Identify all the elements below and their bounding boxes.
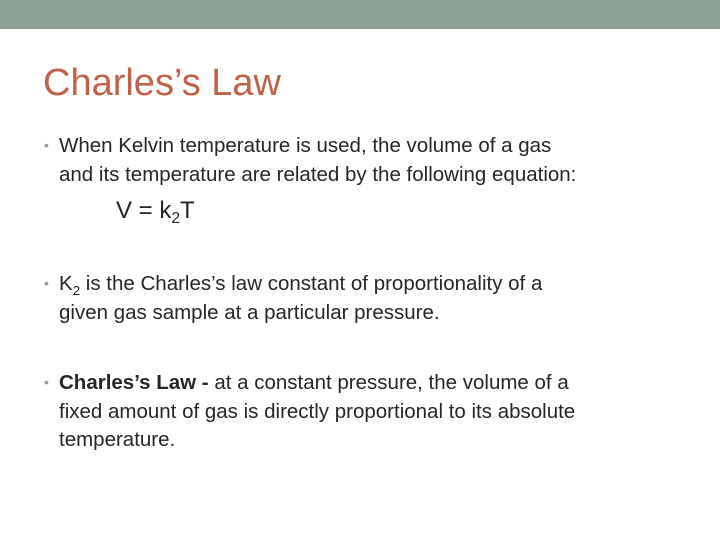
constant-subscript: 2 (72, 283, 81, 298)
bullet-icon: • (44, 275, 49, 291)
bullet-text: at a constant pressure, the volume of a (214, 371, 569, 394)
bullet-text: When Kelvin temperature is used, the volume of a gas (59, 134, 552, 157)
slide-header-bar (0, 0, 720, 29)
equation-subscript: 2 (171, 210, 181, 227)
law-name-bold: Charles’s Law - (59, 371, 215, 394)
bullet-icon: • (44, 137, 49, 153)
bullet-text: given gas sample at a particular pressure. (59, 300, 440, 324)
constant-symbol: K (59, 272, 73, 295)
bullet-text: and its temperature are related by the following equation: (59, 162, 577, 186)
charles-law-equation (116, 196, 195, 226)
bullet-kelvin (44, 131, 684, 189)
equation-lhs: V = k (116, 197, 172, 224)
bullet-text: fixed amount of gas is directly proportional to its absolute (59, 399, 576, 423)
bullet-text: temperature. (59, 428, 176, 451)
equation-rhs: T (180, 197, 195, 224)
bullet-icon: • (44, 374, 49, 390)
bullet-definition (44, 368, 684, 455)
slide-title: Charles’s Law (43, 62, 281, 104)
bullet-constant (44, 269, 684, 327)
bullet-text: is the Charles’s law constant of proportionality of a (80, 272, 543, 295)
